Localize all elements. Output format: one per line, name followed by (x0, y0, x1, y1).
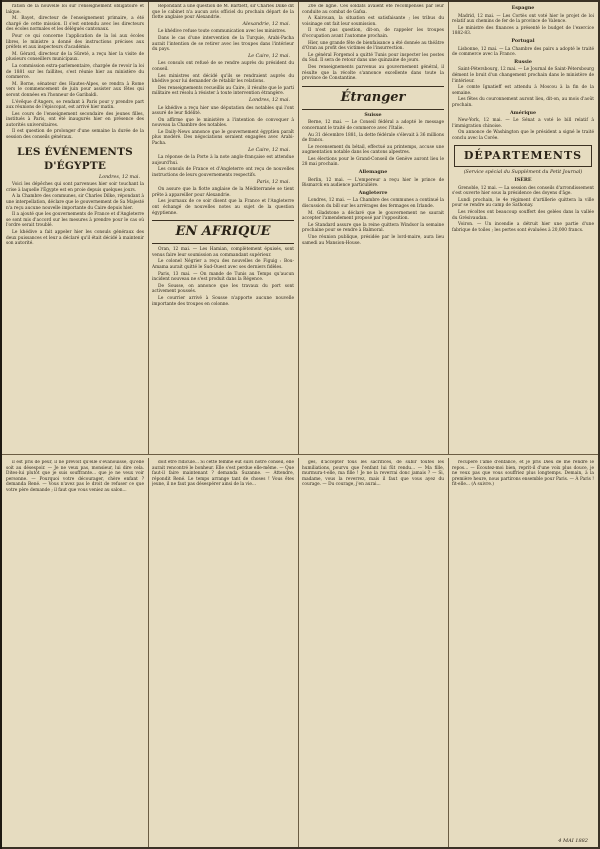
dateline: Le Caire, 12 mai. (248, 147, 290, 153)
article-paragraph: Le ministre des finances a présenté le budget de l'exercice 1882-83. (452, 25, 594, 37)
article-paragraph: Il n'est pas question, dit-on, de rappeler les troupes d'occupation avant l'automne prochain. (302, 28, 444, 39)
article-paragraph: Lisbonne, 12 mai. — La Chambre des pairs a adopté le traité de commerce avec la France. (452, 46, 594, 58)
article-paragraph: Les consuls ont refusé de se rendre auprès du président du conseil. (152, 61, 294, 72)
article-paragraph: Madrid, 12 mai. — Les Cortès ont voté hier le projet de loi relatif aux chemins de fer de la province de Valence. (452, 13, 594, 25)
article-paragraph: Berlin, 12 mai. — L'empereur a reçu hier le prince de Bismarck en audience particulière. (302, 177, 444, 189)
column-4 (452, 4, 594, 452)
column-rule (148, 2, 149, 454)
column-rule (448, 458, 449, 847)
country-heading: Angleterre (358, 189, 388, 196)
article-paragraph: La commission extra-parlementaire, chargée de revoir la loi de 1881 sur les faillites, s'est réunie hier au ministère du commerce. (6, 63, 144, 81)
article-paragraph: Berne, 12 mai. — Le Conseil fédéral a adopté le message concernant le traité de commerce avec l'Italie. (302, 120, 444, 131)
article-paragraph: Le colonel Négrier a reçu des nouvelles de Figuig : Bou-Amama aurait quitté le Sud-Ouest avec ses derniers fidèles. (152, 259, 294, 270)
dateline: Alexandrie, 12 mai. (242, 21, 290, 27)
article-paragraph: Répondant à une question de M. Bartlett, sir Charles Dilke dit que le cabinet n'a aucun avis officiel du prochain départ de la flotte anglaise pour Alexandrie. (152, 4, 294, 21)
article-paragraph: New-York, 12 mai. — Le Sénat a voté le bill relatif à l'immigration chinoise. (452, 118, 594, 129)
article-paragraph: Le Standard assure que la reine quittera Windsor la semaine prochaine pour se rendre à Balmoral. (302, 222, 444, 234)
dateline: Londres, 12 mai. (99, 174, 140, 180)
article-paragraph: Les récoltes ont beaucoup souffert des gelées dans la vallée du Grésivaudan. (452, 210, 594, 221)
article-paragraph: Les journaux de ce soir disent que la France et l'Angleterre ont échangé de nouvelles notes au sujet de la question égyptienne. (152, 199, 294, 216)
dateline: Le Caire, 12 mai. (248, 53, 290, 59)
feuilleton-text: gés, d'accepter tous les sacrifices, de subir toutes les humiliations, pourvu que l'enfant lui fût rendu... — Ma fille, murmura-t-elle, ma fille ! Je ne la reverrai donc jamais ? — Si, madame, vous la reverrez, mais il faut que vous ayez du courage. — Du courage, j'en aurai... (302, 460, 444, 488)
article-paragraph: A la Chambre des communes, sir Charles Dilke, répondant à une interpellation, déclare que le gouvernement de Sa Majesté n'a reçu aucune nouvelle importante du Caire depuis hier. (6, 194, 144, 211)
feuilleton-column-1 (6, 460, 144, 840)
country-heading: Allemagne (358, 169, 388, 176)
country-heading: Amérique (509, 109, 537, 116)
article-paragraph: On affirme que le ministère a l'intention de convoquer à nouveau la Chambre des notables. (152, 117, 294, 129)
article-paragraph: Les consuls de France et d'Angleterre ont reçu de nouvelles instructions de leurs gouvernements respectifs. (152, 167, 294, 179)
section-note: (Service spécial du Supplément du Petit Journal) (463, 170, 583, 176)
column-2 (152, 4, 294, 452)
article-paragraph: Le khédive a fait appeler hier les consuls généraux des deux puissances et leur a déclaré qu'il était décidé à maintenir son autorité. (6, 230, 144, 247)
article-paragraph: Les ministres ont décidé qu'ils se rendraient auprès du khédive pour lui demander de rétablir les relations. (152, 73, 294, 85)
section-heading-africa: EN AFRIQUE (152, 220, 294, 244)
article-paragraph: Hier, une grande fête de bienfaisance a été donnée au théâtre d'Oran au profit des victimes de l'insurrection. (302, 40, 444, 52)
article-paragraph: De Sousse, on annonce que les travaux du port sont activement poussés. (152, 283, 294, 295)
article-paragraph: Oran, 12 mai. — Les Hamian, complètement épuisés, sont venus faire leur soumission au commandant supérieur. (152, 247, 294, 258)
feuilleton-column-3 (302, 460, 444, 840)
column-3 (302, 4, 444, 452)
feuilleton-rule (2, 454, 598, 455)
dateline: Paris, 12 mai. (256, 179, 290, 185)
article-paragraph: Le khédive refuse toute communication avec les ministres. (158, 29, 287, 35)
article-paragraph: Des renseignements parvenus au gouvernement général, il résulte que la récolte s'annonce excellente dans toute la province de Constantine. (302, 64, 444, 82)
column-rule (448, 2, 449, 454)
article-paragraph: Dans le cas d'une intervention de la Turquie, Arabi-Pacha aurait l'intention de se retirer avec les troupes dans l'intérieur du pays. (152, 35, 294, 53)
newspaper-page (2, 2, 598, 847)
article-paragraph: Il est question de prolonger d'une semaine la durée de la session des conseils généraux. (6, 129, 144, 141)
article-paragraph: Au 31 décembre 1881, la dette fédérale s'élevait à 36 millions de francs. (302, 132, 444, 144)
article-paragraph: Londres, 12 mai. — La Chambre des communes a continué la discussion du bill sur les arrérages des fermages en Irlande. (302, 198, 444, 210)
article-paragraph: Des renseignements recueillis au Caire, il résulte que le parti militaire est résolu à résister à toute intervention étrangère. (152, 85, 294, 97)
country-heading: Russie (514, 58, 532, 65)
article-paragraph: Voici les dépêches qui sont parvenues hier soir touchant la crise à laquelle l'Égypte est en proie depuis quelques jours. (6, 182, 144, 193)
article-paragraph: Voiron. — Un incendie a détruit hier une partie d'une fabrique de toiles ; les pertes sont évaluées à 20,000 francs. (452, 222, 594, 233)
article-paragraph: Le courrier arrivé à Sousse n'apporte aucune nouvelle importante des troupes en colonne. (152, 295, 294, 307)
column-rule (298, 2, 299, 454)
column-rule (148, 458, 149, 847)
feuilleton-column-4 (452, 460, 594, 840)
article-paragraph: M. Borne, sénateur des Hautes-Alpes, se rendra à Rome vers le commencement de juin pour assister aux fêtes qui seront données en l'honneur de Garibaldi. (6, 81, 144, 98)
article-paragraph: 20e de ligne. Ces soldats avaient été récompensés par leur conduite au combat de Gafsa. (302, 4, 444, 15)
article-paragraph: On assure que la flotte anglaise de la Méditerranée se tient prête à appareiller pour Alexandrie. (152, 187, 294, 198)
column-1 (6, 4, 144, 452)
country-heading: Espagne (511, 5, 535, 11)
article-paragraph: M. Bayet, directeur de l'enseignement primaire, a été chargé de cette mission. Il s'est entendu avec les directeurs des écoles normales et les délégués cantonaux. (6, 16, 144, 33)
article-paragraph: M. Gérard, directeur de la Sûreté, a reçu hier la visite de plusieurs conseillers municipaux. (6, 51, 144, 63)
article-paragraph: Le général Forgemol a quitté Tunis pour inspecter les postes du Sud. Il sera de retour dans une quinzaine de jours. (302, 52, 444, 64)
egypt-headline: LES ÉVÉNEMENTS D'ÉGYPTE (17, 145, 133, 172)
article-paragraph: On annonce de Washington que le président a signé le traité conclu avec la Corée. (452, 130, 594, 141)
country-heading: Suisse (364, 111, 382, 118)
article-paragraph: A Kairouan, la situation est satisfaisante ; les tribus du voisinage ont fait leur soumission. (302, 16, 444, 27)
article-paragraph: Il a ajouté que les gouvernements de France et d'Angleterre se sont mis d'accord sur les mesures à prendre pour le cas où l'ordre serait troublé. (6, 212, 144, 229)
article-paragraph: M. Gladstone a déclaré que le gouvernement ne saurait accepter l'amendement proposé par l'opposition. (302, 210, 444, 222)
page-footer: 4 MAI 1882 (558, 838, 588, 844)
column-rule (298, 458, 299, 847)
article-paragraph: Paris, 13 mai. — On mande de Tunis au Temps qu'aucun incident nouveau ne s'est produit dans la Régence. (152, 271, 294, 283)
country-heading: Portugal (511, 37, 535, 44)
article-paragraph: La réponse de la Porte à la note anglo-française est attendue aujourd'hui. (152, 155, 294, 166)
article-paragraph: L'évêque d'Angers, se rendant à Paris pour y prendre part aux réunions de l'épiscopat, est arrivé hier matin. (6, 99, 144, 111)
article-paragraph: Pour ce qui concerne l'application de la loi aux écoles libres, le ministre a donné des instructions précises aux préfets et aux inspecteurs d'académie. (6, 33, 144, 51)
article-paragraph: Grenoble, 12 mai. — La session des conseils d'arrondissement s'est ouverte hier sous la présidence des doyens d'âge. (452, 185, 594, 197)
feuilleton-text: il est pris de peur, il ne prévoit qu'elle s'évanouisse, qu'elle soit au désespoir. — Je ne veux pas, monsieur, lui dire cela. Dites-lui plutôt que je suis souffrante... que je ne veux voir personne. — Pourquoi votre décourager, chère enfant ? demanda René. — Vous n'avez pas le droit de refuser ce que votre père demande ; il faut que vous veniez au salon... (6, 460, 144, 493)
article-paragraph: ration de la nouvelle loi sur l'enseignement obligatoire et laïque. (6, 4, 144, 15)
feuilleton-column-2 (152, 460, 294, 840)
article-paragraph: Le Daily-News annonce que le gouvernement égyptien paraît plus modéré. Des négociations seraient engagées avec Arabi-Pacha. (152, 129, 294, 147)
article-paragraph: Le comte Ignatieff est attendu à Moscou à la fin de la semaine. (452, 85, 594, 96)
department-heading: ISÈRE (514, 177, 532, 184)
section-heading-departements: DÉPARTEMENTS (454, 145, 592, 167)
article-paragraph: Les fêtes du couronnement auront lieu, dit-on, au mois d'août prochain. (452, 97, 594, 108)
article-paragraph: Le recensement du bétail, effectué au printemps, accuse une augmentation notable dans les cantons alpestres. (302, 144, 444, 156)
dateline: Londres, 12 mai. (249, 97, 290, 103)
article-paragraph: Une réunion publique, présidée par le lord-maire, aura lieu samedi au Mansion-House. (302, 235, 444, 246)
article-paragraph: Le khédive a reçu hier une députation des notables qui l'ont assuré de leur fidélité. (152, 105, 294, 117)
article-paragraph: Les élections pour le Grand-Conseil de Genève auront lieu le 28 mai prochain. (302, 156, 444, 168)
article-paragraph: Lundi prochain, le 4e régiment d'artillerie quittera la ville pour se rendre au camp de Sathonay. (452, 197, 594, 209)
article-paragraph: Saint-Pétersbourg, 12 mai. — Le Journal de Saint-Pétersbourg dément le bruit d'un changement prochain dans le ministère de l'intérieur. (452, 67, 594, 84)
feuilleton-text: récupéré l'âme d'enfance, et je pris Dieu de me rendre le repos... — Écoutez-moi bien, reprit-il d'une voix plus douce, je ne veux pas que vous souffriez plus longtemps. Demain, à la première heure, nous partirons ensemble pour Paris. — À Paris ! fit-elle... (A suivre.) (452, 460, 594, 488)
section-heading-foreign: Étranger (302, 86, 444, 110)
article-paragraph: Les cours de l'enseignement secondaire des jeunes filles, institués à Paris, ont été inaugurés hier en présence des autorités universitaires. (6, 111, 144, 128)
feuilleton-text: doit être ridicule... Si cette femme eût suivi notre conseil, elle aurait rencontré le bonheur. Elle s'est perdue elle-même. — Que faut-il faire maintenant ? demanda Suzanne. — Attendre, répondit René. Le temps arrange tant de choses ! Vous êtes jeune, il ne faut pas désespérer ainsi de la vie... (152, 460, 294, 488)
